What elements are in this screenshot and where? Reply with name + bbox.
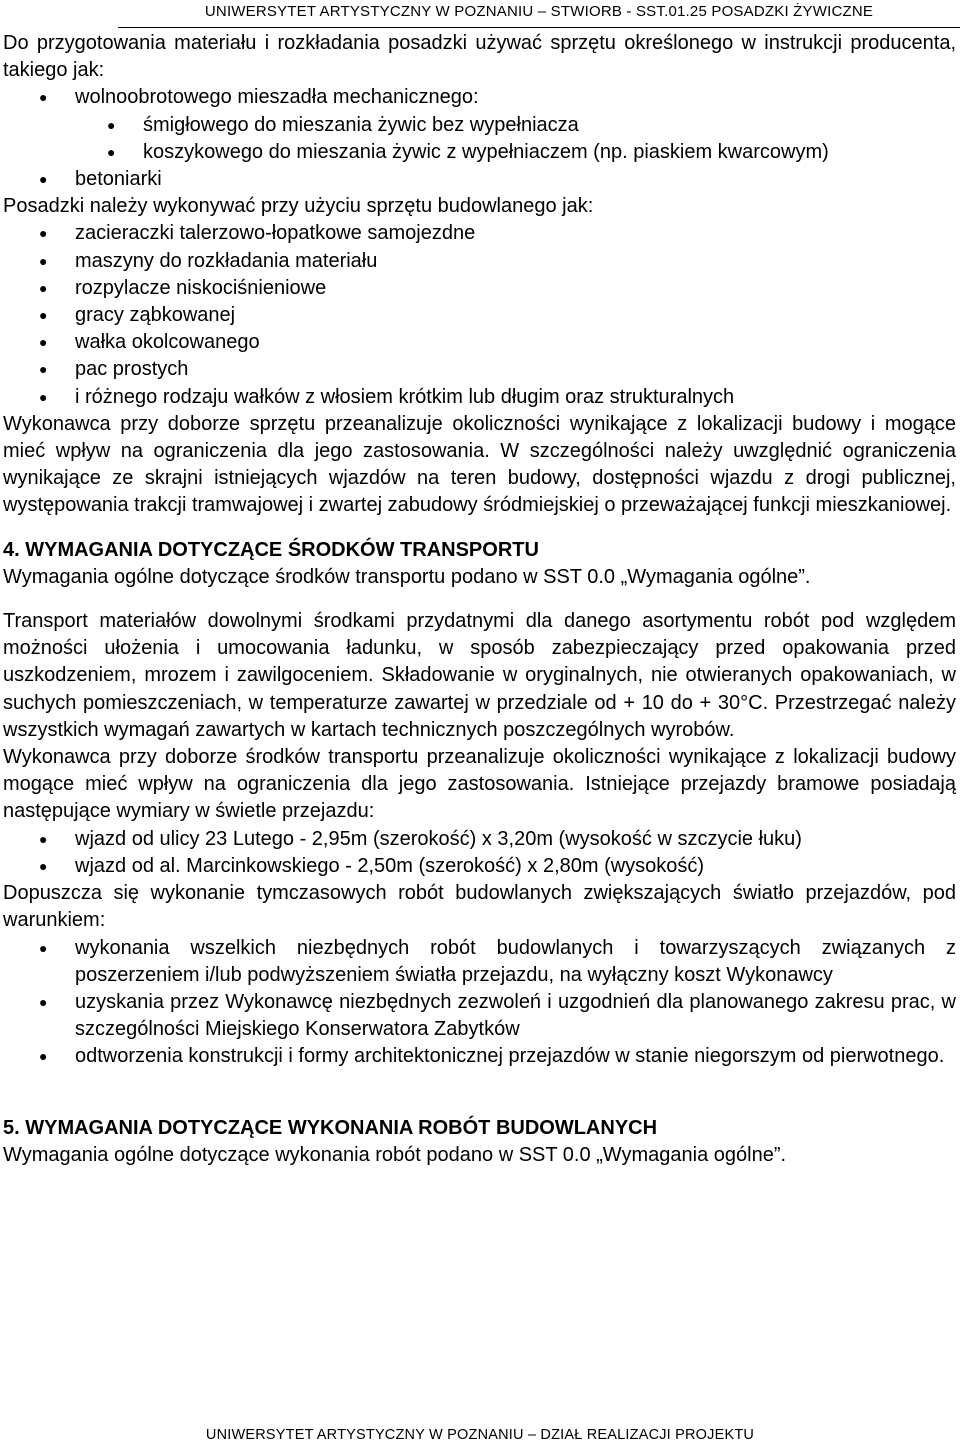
- list-item-text: betoniarki: [75, 168, 162, 191]
- list-item-text: maszyny do rozkładania materiału: [75, 249, 378, 272]
- equipment-list-continued: [3, 166, 956, 193]
- list-item-text: koszykowego do mieszania żywic z wypełniaczem (np. piaskiem kwarcowym): [143, 140, 829, 163]
- bullet-icon: ●: [39, 334, 48, 351]
- paragraph-construction-equipment: Posadzki należy wykonywać przy użyciu sprzętu budowlanego jak:: [3, 195, 594, 218]
- list-item: [3, 220, 956, 247]
- paragraph-transport: Transport materiałów dowolnymi środkami przydatnymi dla danego asortymentu robót pod względem możności ułożenia i umocowania ładunku, w sposób zabezpieczający przed opakowania przed uszkodzeniem, mrozem i zawilgoceniem. Składowanie w oryginalnych, nie otwieranych opakowaniach, w suchych pomieszczeniach, w temperaturze zawartej w przedziale od + 10 do + 30°C. Przestrzegać należy wszystkich wymagań zawartych w kartach technicznych poszczególnych wyrobów.: [3, 610, 956, 741]
- list-item: [3, 935, 956, 989]
- list-item: [3, 139, 956, 166]
- construction-equipment-list: [3, 220, 956, 410]
- list-item: [3, 84, 956, 111]
- list-item-text: uzyskania przez Wykonawcę niezbędnych zezwoleń i uzgodnień dla planowanego zakresu prac, w szczególności Miejskiego Konserwatora Zabytków: [75, 990, 956, 1041]
- spacer: [3, 1093, 956, 1115]
- section-5-intro: Wymagania ogólne dotyczące wykonania robót podano w SST 0.0 „Wymagania ogólne”.: [3, 1143, 787, 1166]
- bullet-icon: ●: [39, 939, 48, 956]
- section-4-intro: Wymagania ogólne dotyczące środków transportu podano w SST 0.0 „Wymagania ogólne”.: [3, 565, 811, 588]
- bullet-icon: ●: [107, 116, 116, 133]
- list-item-text: pac prostych: [75, 358, 189, 381]
- list-item-text: wolnoobrotowego mieszadła mechanicznego:: [75, 86, 479, 109]
- list-item-text: śmigłowego do mieszania żywic bez wypełniacza: [143, 113, 579, 136]
- list-item: [3, 248, 956, 275]
- bullet-icon: ●: [39, 171, 48, 188]
- bullet-icon: ●: [39, 361, 48, 378]
- list-item: [3, 329, 956, 356]
- equipment-list: [3, 84, 956, 111]
- list-item: [3, 384, 956, 411]
- bullet-icon: ●: [107, 143, 116, 160]
- list-item-text: gracy ząbkowanej: [75, 304, 236, 327]
- page-header: UNIWERSYTET ARTYSTYCZNY W POZNANIU – STWIORB - SST.01.25 POSADZKI ŻYWICZNE: [118, 0, 960, 28]
- bullet-icon: ●: [39, 388, 48, 405]
- list-item: [3, 853, 956, 880]
- list-item: [3, 989, 956, 1043]
- bullet-icon: ●: [39, 1048, 48, 1065]
- spacer: [3, 591, 956, 608]
- list-item: [3, 356, 956, 383]
- paragraph-equipment-intro: Do przygotowania materiału i rozkładania posadzki używać sprzętu określonego w instrukcji producenta, takiego jak:: [3, 32, 956, 82]
- list-item: [3, 302, 956, 329]
- list-item-text: wjazd od al. Marcinkowskiego - 2,50m (szerokość) x 2,80m (wysokość): [75, 854, 705, 877]
- mixer-sublist: [3, 112, 956, 166]
- document-body: [3, 30, 956, 1169]
- bullet-icon: ●: [39, 830, 48, 847]
- spacer: [3, 1071, 956, 1093]
- bullet-icon: ●: [39, 857, 48, 874]
- list-item: [3, 1043, 956, 1070]
- list-item: [3, 275, 956, 302]
- list-item: [3, 826, 956, 853]
- paragraph-transport-analysis: Wykonawca przy doborze środków transportu przeanalizuje okoliczności wynikające z lokalizacji budowy mogące mieć wpływ na ograniczenia dla jego zastosowania. Istniejące przejazdy bramowe posiadają następujące wymiary w świetle przejazdu:: [3, 746, 956, 823]
- spacer: [3, 520, 956, 537]
- bullet-icon: ●: [39, 89, 48, 106]
- conditions-list: [3, 935, 956, 1071]
- bullet-icon: ●: [39, 993, 48, 1010]
- list-item-text: odtworzenia konstrukcji i formy architektonicznej przejazdów w stanie niegorszym od pierwotnego.: [75, 1045, 945, 1068]
- section-5-heading: 5. WYMAGANIA DOTYCZĄCE WYKONANIA ROBÓT BUDOWLANYCH: [3, 1116, 658, 1139]
- list-item-text: i różnego rodzaju wałków z włosiem krótkim lub długim oraz strukturalnych: [75, 385, 735, 408]
- bullet-icon: ●: [39, 225, 48, 242]
- section-4-heading: 4. WYMAGANIA DOTYCZĄCE ŚRODKÓW TRANSPORTU: [3, 538, 539, 561]
- list-item: [3, 166, 956, 193]
- bullet-icon: ●: [39, 279, 48, 296]
- list-item: [3, 112, 956, 139]
- page-footer: UNIWERSYTET ARTYSTYCZNY W POZNANIU – DZIAŁ REALIZACJI PROJEKTU: [205, 1427, 755, 1443]
- gateway-dimensions-list: [3, 826, 956, 880]
- paragraph-temporary-works: Dopuszcza się wykonanie tymczasowych robót budowlanych zwiększających światło przejazdów, pod warunkiem:: [3, 882, 956, 932]
- list-item-text: wałka okolcowanego: [75, 331, 260, 354]
- list-item-text: wjazd od ulicy 23 Lutego - 2,95m (szerokość) x 3,20m (wysokość w szczycie łuku): [75, 827, 802, 850]
- list-item-text: zacieraczki talerzowo-łopatkowe samojezdne: [75, 222, 476, 245]
- list-item-text: rozpylacze niskociśnieniowe: [75, 276, 327, 299]
- paragraph-contractor-analysis: Wykonawca przy doborze sprzętu przeanalizuje okoliczności wynikające z lokalizacji budowy i mogące mieć wpływ na ograniczenia dla jego zastosowania. W szczególności należy uwzględnić ograniczenia wynikające ze skrajni istniejących wjazdów na teren budowy, dostępności wjazdu z drogi publicznej, występowania trakcji tramwajowej i zwartej zabudowy śródmiejskiej o przeważającej funkcji mieszkaniowej.: [3, 412, 956, 517]
- bullet-icon: ●: [39, 252, 48, 269]
- bullet-icon: ●: [39, 307, 48, 324]
- list-item-text: wykonania wszelkich niezbędnych robót budowlanych i towarzyszących związanych z poszerzeniem i/lub podwyższeniem światła przejazdu, na wyłączny koszt Wykonawcy: [75, 936, 956, 986]
